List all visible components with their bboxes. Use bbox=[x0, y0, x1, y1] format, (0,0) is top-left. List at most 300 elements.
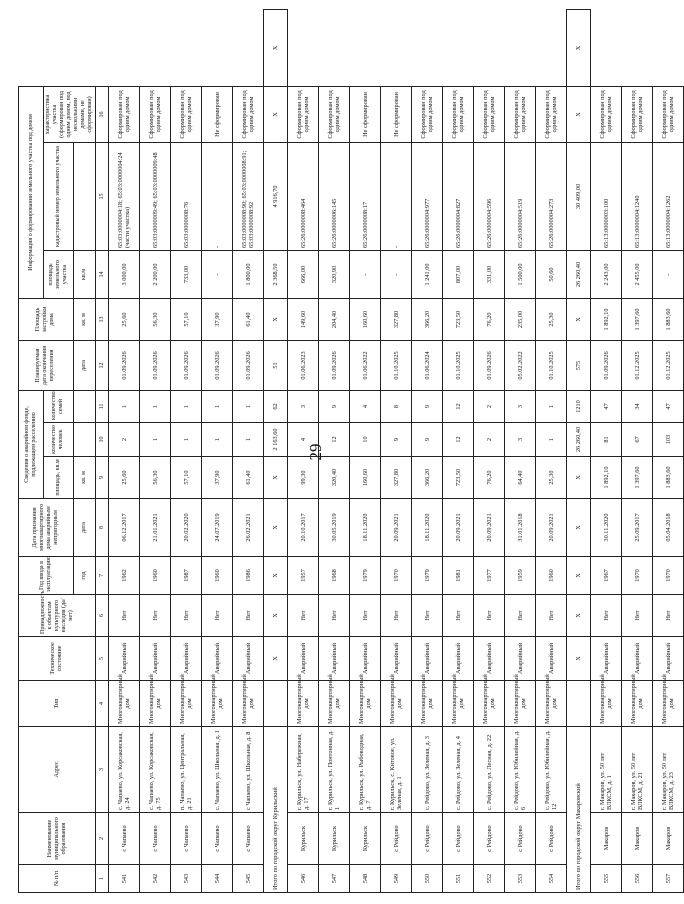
table-cell: Сформирован под одним домом bbox=[233, 86, 264, 142]
table-cell: Нет bbox=[288, 595, 319, 637]
table-cell: с Рейдово bbox=[381, 813, 412, 865]
column-number: 14 bbox=[96, 251, 109, 299]
table-cell: 20.09.2021 bbox=[474, 499, 505, 557]
table-cell: Аварийный bbox=[288, 637, 319, 681]
table-cell: 01.06.2023 bbox=[288, 341, 319, 391]
table-cell: 65:03:0000004:18; 65:03:0000004:24 (части участка) bbox=[109, 143, 140, 251]
table-cell: 1 bbox=[202, 423, 233, 457]
table-cell: Многоквартирный дом bbox=[288, 681, 319, 727]
table-cell: 37,90 bbox=[202, 457, 233, 499]
table-cell: Аварийный bbox=[505, 637, 536, 681]
table-cell: Нет bbox=[622, 595, 653, 637]
table-cell: 01.09.2026 bbox=[474, 341, 505, 391]
column-number: 4 bbox=[96, 681, 109, 727]
table-cell: 546 bbox=[288, 865, 319, 893]
header-num: № п/п bbox=[19, 865, 96, 893]
table-cell: 20.02.2020 bbox=[171, 499, 202, 557]
table-cell: 20.09.2021 bbox=[443, 499, 474, 557]
table-cell: Макаров bbox=[653, 813, 684, 865]
header-condition: Техническое состояние bbox=[19, 637, 96, 681]
table-cell: 366,20 bbox=[412, 299, 443, 341]
table-cell: 9 bbox=[381, 423, 412, 457]
table-cell: Сформирован под одним домом bbox=[412, 86, 443, 142]
table-cell: 1 883,60 bbox=[653, 299, 684, 341]
table-cell: 65:26:0000004:273 bbox=[536, 143, 567, 251]
table-cell: 1 883,60 bbox=[653, 457, 684, 499]
total-cell: 2 368,50 bbox=[264, 251, 288, 299]
table-cell: 30.11.2020 bbox=[591, 499, 622, 557]
table-cell: 552 bbox=[474, 865, 505, 893]
table-cell: 550 bbox=[412, 865, 443, 893]
table-cell: 01.10.2025 bbox=[536, 341, 567, 391]
table-cell: 01.10.2025 bbox=[443, 341, 474, 391]
table-cell: Макаров bbox=[622, 813, 653, 865]
table-cell: 01.09.2026 bbox=[140, 341, 171, 391]
table-cell: Многоквартирный дом bbox=[319, 681, 350, 727]
table-cell: 542 bbox=[140, 865, 171, 893]
table-cell: Аварийный bbox=[412, 637, 443, 681]
table-cell: 56,30 bbox=[140, 299, 171, 341]
table-cell: 556 bbox=[622, 865, 653, 893]
table-cell: 18.11.2020 bbox=[412, 499, 443, 557]
table-cell: Сформирован под одним домом bbox=[653, 86, 684, 142]
table-cell: 1 bbox=[233, 423, 264, 457]
table-cell: 1977 bbox=[474, 557, 505, 595]
total-cell: Х bbox=[567, 637, 591, 681]
table-cell: 65:26:0000004:827 bbox=[443, 143, 474, 251]
table-cell: 327,80 bbox=[381, 457, 412, 499]
table-cell: - bbox=[653, 251, 684, 299]
total-cell: Х bbox=[567, 86, 591, 142]
table-cell: 57,10 bbox=[171, 299, 202, 341]
table-cell: Многоквартирный дом bbox=[412, 681, 443, 727]
table-cell: 06.12.2017 bbox=[109, 499, 140, 557]
table-cell: 547 bbox=[319, 865, 350, 893]
table-row bbox=[381, 10, 412, 893]
table-cell: Сформирован под одним домом bbox=[288, 86, 319, 142]
total-label: Итого по городской округ Курильский bbox=[264, 727, 288, 893]
table-cell: - bbox=[202, 251, 233, 299]
table-cell: 1 bbox=[140, 423, 171, 457]
table-cell: 2 bbox=[109, 423, 140, 457]
table-cell: 01.12.2025 bbox=[622, 341, 653, 391]
table-cell: 25,60 bbox=[109, 457, 140, 499]
column-number: 2 bbox=[96, 813, 109, 865]
table-cell: 01.09.2026 bbox=[109, 341, 140, 391]
table-cell: 65:03:0000008:76 bbox=[171, 143, 202, 251]
table-cell: 10 bbox=[350, 423, 381, 457]
total-cell: Х bbox=[264, 595, 288, 637]
table-cell: Сформирован под одним домом bbox=[443, 86, 474, 142]
total-row bbox=[264, 10, 288, 893]
table-cell: г. Курильск, ул. Набережная, д. 17 bbox=[288, 727, 319, 813]
table-cell: Сформирован под одним домом bbox=[319, 86, 350, 142]
table-cell: 235,00 bbox=[505, 299, 536, 341]
table-cell: 1 800,00 bbox=[233, 251, 264, 299]
header-year: Год ввода в эксплуатацию bbox=[19, 557, 74, 595]
table-cell: 553 bbox=[505, 865, 536, 893]
table-cell: с Рейдово bbox=[505, 813, 536, 865]
table-cell: 65:03:0000009:49; 65:03:0000009:48 bbox=[140, 143, 171, 251]
table-cell: 543 bbox=[171, 865, 202, 893]
table-cell: Многоквартирный дом bbox=[233, 681, 264, 727]
table-cell: 160,60 bbox=[350, 299, 381, 341]
table-cell: Нет bbox=[171, 595, 202, 637]
table-cell: Нет bbox=[412, 595, 443, 637]
column-number: 6 bbox=[96, 595, 109, 637]
table-cell: 1981 bbox=[443, 557, 474, 595]
table-cell: 01.06.2024 bbox=[412, 341, 443, 391]
table-cell: 31.01.2018 bbox=[505, 499, 536, 557]
table-cell: 3 bbox=[288, 391, 319, 423]
column-number: 5 bbox=[96, 637, 109, 681]
table-row bbox=[653, 10, 684, 893]
table-cell: Многоквартирный дом bbox=[653, 681, 684, 727]
table-cell: Не сформирован bbox=[381, 86, 412, 142]
table-cell: 65:26:0000004:977 bbox=[412, 143, 443, 251]
table-cell: 1979 bbox=[350, 557, 381, 595]
table-cell: Многоквартирный дом bbox=[505, 681, 536, 727]
table-cell: 1960 bbox=[536, 557, 567, 595]
table-cell: 01.09.2026 bbox=[171, 341, 202, 391]
total-cell: Х bbox=[567, 10, 591, 87]
header-heritage: Принадлежность к объектам культурного наследия (да/нет) bbox=[19, 595, 96, 637]
table-cell: 12 bbox=[319, 423, 350, 457]
table-cell: 65:26:0000004:596 bbox=[474, 143, 505, 251]
table-cell: 1 241,00 bbox=[412, 251, 443, 299]
unit-area: кв. м bbox=[73, 457, 95, 499]
table-cell: Многоквартирный дом bbox=[591, 681, 622, 727]
total-cell: 1210 bbox=[567, 391, 591, 423]
table-cell: Сформирован под одним домом bbox=[622, 86, 653, 142]
table-cell: 1 bbox=[536, 423, 567, 457]
table-cell: 56,30 bbox=[140, 457, 171, 499]
table-cell: 557 bbox=[653, 865, 684, 893]
table-cell: Многоквартирный дом bbox=[202, 681, 233, 727]
table-cell: 807,00 bbox=[443, 251, 474, 299]
table-cell: 4 bbox=[288, 423, 319, 457]
table-cell: с Рейдово bbox=[412, 813, 443, 865]
table-cell: 2 bbox=[474, 391, 505, 423]
rotated-page bbox=[18, 9, 675, 893]
table-cell: 25,30 bbox=[536, 299, 567, 341]
table-cell: 65:13:0000004:1262 bbox=[653, 143, 684, 251]
table-cell: 554 bbox=[536, 865, 567, 893]
table-cell: Нет bbox=[505, 595, 536, 637]
unit-people bbox=[73, 423, 95, 457]
table-cell: 65:26:0000004:519 bbox=[505, 143, 536, 251]
table-cell: Не сформирован bbox=[350, 86, 381, 142]
table-cell: Аварийный bbox=[202, 637, 233, 681]
column-number: 10 bbox=[96, 423, 109, 457]
total-cell bbox=[264, 681, 288, 727]
table-cell: Нет bbox=[653, 595, 684, 637]
table-cell: 9 bbox=[412, 391, 443, 423]
table-cell: Многоквартирный дом bbox=[140, 681, 171, 727]
total-cell: Х bbox=[264, 557, 288, 595]
table-cell: Нет bbox=[319, 595, 350, 637]
table-cell: 05.04.2018 bbox=[653, 499, 684, 557]
table-cell: 2 455,00 bbox=[622, 251, 653, 299]
table-body bbox=[96, 10, 684, 893]
header-plot-characteristic: характеристика участка (сформирован под одним домом, под несколькими домами, не сформирован) bbox=[44, 86, 96, 142]
table-row bbox=[140, 10, 171, 893]
table-cell: 551 bbox=[443, 865, 474, 893]
table-cell: 37,90 bbox=[202, 299, 233, 341]
total-cell: Х bbox=[567, 499, 591, 557]
table-cell: 64,40 bbox=[505, 457, 536, 499]
table-cell: Аварийный bbox=[653, 637, 684, 681]
total-label: Итого по городской округ Макаровский bbox=[567, 727, 591, 893]
table-cell: Многоквартирный дом bbox=[381, 681, 412, 727]
table-cell: 65:26:0000008:464 bbox=[288, 143, 319, 251]
table-cell: г. Макаров, ул. 50 лет ВЛКСМ, д. 1 bbox=[591, 727, 622, 813]
table-cell: 545 bbox=[233, 865, 264, 893]
table-cell: Аварийный bbox=[381, 637, 412, 681]
table-cell: г. Макаров, ул. 50 лет ВЛКСМ, д. 23 bbox=[653, 727, 684, 813]
table-cell: Многоквартирный дом bbox=[474, 681, 505, 727]
table-row bbox=[288, 10, 319, 893]
column-number: 3 bbox=[96, 727, 109, 813]
table-cell: 1 bbox=[140, 391, 171, 423]
table-cell: 57,10 bbox=[171, 457, 202, 499]
unit-date: дата bbox=[73, 499, 95, 557]
table-cell: Аварийный bbox=[233, 637, 264, 681]
table-cell: Многоквартирный дом bbox=[443, 681, 474, 727]
table-row bbox=[443, 10, 474, 893]
table-cell: 61,40 bbox=[233, 457, 264, 499]
total-cell: Х bbox=[567, 457, 591, 499]
unit-cadastral bbox=[73, 143, 95, 251]
table-cell: Аварийный bbox=[443, 637, 474, 681]
table-cell: Нет bbox=[443, 595, 474, 637]
table-cell: 204,40 bbox=[319, 299, 350, 341]
table-cell: с Рейдово bbox=[536, 813, 567, 865]
table-cell: 2 200,00 bbox=[140, 251, 171, 299]
table-cell: с Чапаево bbox=[140, 813, 171, 865]
table-cell: 1 bbox=[233, 391, 264, 423]
table-cell: 20.09.2021 bbox=[536, 499, 567, 557]
column-number: 1 bbox=[96, 865, 109, 893]
table-cell: с. Рейдово, ул. Юбилейная, д. 6 bbox=[505, 727, 536, 813]
unit-planned-date: дата bbox=[73, 341, 95, 391]
housing-table bbox=[18, 9, 684, 893]
header-group-land-plot: Информация о формировании земельного участка под домом bbox=[19, 86, 44, 298]
total-cell: Х bbox=[264, 499, 288, 557]
table-cell: Аварийный bbox=[171, 637, 202, 681]
table-cell: 01.09.2026 bbox=[319, 341, 350, 391]
table-row bbox=[171, 10, 202, 893]
table-cell: Сформирован под одним домом bbox=[171, 86, 202, 142]
table-cell: 1967 bbox=[591, 557, 622, 595]
table-cell: Сформирован под одним домом bbox=[474, 86, 505, 142]
table-cell: 9 bbox=[319, 391, 350, 423]
table-cell: Нет bbox=[474, 595, 505, 637]
table-cell: с. Чапаево, ул. Корсаковская, д. 75 bbox=[140, 727, 171, 813]
total-cell: Х bbox=[567, 299, 591, 341]
header-type: Тип bbox=[19, 681, 96, 727]
table-cell: 47 bbox=[591, 391, 622, 423]
table-row bbox=[350, 10, 381, 893]
table-cell: 1979 bbox=[412, 557, 443, 595]
table-cell: 65:13:0000003:100 bbox=[591, 143, 622, 251]
table-cell: Многоквартирный дом bbox=[350, 681, 381, 727]
table-row bbox=[202, 10, 233, 893]
table-cell: с. Рейдово, ул. Лесная, д. 22 bbox=[474, 727, 505, 813]
table-cell: Аварийный bbox=[622, 637, 653, 681]
table-cell: 1986 bbox=[233, 557, 264, 595]
table-cell: - bbox=[381, 251, 412, 299]
table-cell: Аварийный bbox=[140, 637, 171, 681]
table-cell: Аварийный bbox=[536, 637, 567, 681]
table-cell: 1959 bbox=[505, 557, 536, 595]
table-cell: 2 243,00 bbox=[591, 251, 622, 299]
table-cell: 01.09.2026 bbox=[202, 341, 233, 391]
table-cell: г. Курильск, ул. Рыбоводная, д. 7 bbox=[350, 727, 381, 813]
column-number: 16 bbox=[96, 86, 109, 142]
table-cell: 67 bbox=[622, 423, 653, 457]
table-cell: 50,60 bbox=[536, 251, 567, 299]
table-cell: 1970 bbox=[653, 557, 684, 595]
header-area: площадь, кв.м bbox=[44, 457, 74, 499]
table-cell: с. Рейдово, ул. Зеленая, д. 4 bbox=[443, 727, 474, 813]
total-cell: Х bbox=[264, 457, 288, 499]
table-header bbox=[19, 10, 96, 893]
header-plot-area: площадь земельного участка bbox=[44, 251, 74, 299]
total-cell: Х bbox=[264, 86, 288, 142]
table-cell: 76,20 bbox=[474, 457, 505, 499]
total-cell: Х bbox=[567, 557, 591, 595]
table-cell: 149,60 bbox=[288, 299, 319, 341]
table-cell: 12 bbox=[443, 423, 474, 457]
table-cell: 1960 bbox=[202, 557, 233, 595]
table-cell: 160,60 bbox=[350, 457, 381, 499]
table-cell: Аварийный bbox=[319, 637, 350, 681]
table-row bbox=[474, 10, 505, 893]
table-cell: Сформирован под одним домом bbox=[140, 86, 171, 142]
table-cell: Не сформирован bbox=[202, 86, 233, 142]
table-cell: Сформирован под одним домом bbox=[536, 86, 567, 142]
table-row bbox=[536, 10, 567, 893]
table-cell: 1 bbox=[171, 391, 202, 423]
total-cell: 26 260,40 bbox=[567, 251, 591, 299]
table-cell: 20.10.2017 bbox=[288, 499, 319, 557]
table-cell: Аварийный bbox=[591, 637, 622, 681]
table-cell: п. Чапаево, ул. Центральная, д. 21 bbox=[171, 727, 202, 813]
table-cell: Аварийный bbox=[109, 637, 140, 681]
table-cell: 103 bbox=[653, 423, 684, 457]
table-cell: с Чапаево bbox=[202, 813, 233, 865]
table-cell: 25,30 bbox=[536, 457, 567, 499]
table-cell: с Рейдово bbox=[474, 813, 505, 865]
table-cell: 3 000,00 bbox=[109, 251, 140, 299]
table-cell: - bbox=[350, 251, 381, 299]
table-cell: 61,40 bbox=[233, 299, 264, 341]
total-cell: Х bbox=[567, 595, 591, 637]
table-cell: 30.05.2019 bbox=[319, 499, 350, 557]
table-cell: 2 bbox=[474, 423, 505, 457]
table-cell: 9 bbox=[412, 423, 443, 457]
table-cell: г. Курильск, ул. Понтонная, д. 1 bbox=[319, 727, 350, 813]
unit-building-area: кв. м bbox=[73, 299, 95, 341]
table-cell: 24.07.2019 bbox=[202, 499, 233, 557]
total-cell: Х bbox=[264, 299, 288, 341]
table-cell: 01.09.2026 bbox=[591, 341, 622, 391]
table-cell: 1960 bbox=[140, 557, 171, 595]
header-municipality: Наименование муниципального образования bbox=[19, 813, 96, 865]
table-cell: 76,20 bbox=[474, 299, 505, 341]
table-row bbox=[505, 10, 536, 893]
table-cell: Многоквартирный дом bbox=[536, 681, 567, 727]
table-cell: с. Чапаево, ул. Школьная, д. 1 bbox=[202, 727, 233, 813]
total-cell: 62 bbox=[264, 391, 288, 423]
table-cell: 1 397,60 bbox=[622, 299, 653, 341]
table-cell: 723,50 bbox=[443, 457, 474, 499]
unit-families bbox=[73, 391, 95, 423]
table-cell: 99,30 bbox=[288, 457, 319, 499]
header-cadastral: кадастровый номер земельного участка bbox=[44, 143, 74, 251]
table-cell: 548 bbox=[350, 865, 381, 893]
table-cell: 3 bbox=[505, 391, 536, 423]
table-cell: с Чапаево bbox=[171, 813, 202, 865]
table-cell: 34 bbox=[622, 391, 653, 423]
table-cell: 47 bbox=[653, 391, 684, 423]
table-cell: Нет bbox=[202, 595, 233, 637]
table-cell: 1987 bbox=[171, 557, 202, 595]
table-cell: Нет bbox=[591, 595, 622, 637]
table-cell: 544 bbox=[202, 865, 233, 893]
table-cell: Аварийный bbox=[474, 637, 505, 681]
table-cell: Аварийный bbox=[350, 637, 381, 681]
table-cell: - bbox=[381, 143, 412, 251]
total-cell: 26 260,40 bbox=[567, 423, 591, 457]
table-cell: 18.11.2020 bbox=[350, 499, 381, 557]
total-cell bbox=[567, 681, 591, 727]
header-planned-date: Планируемая дата окончания переселения bbox=[19, 341, 74, 391]
table-cell: Нет bbox=[536, 595, 567, 637]
table-cell: 21.01.2021 bbox=[140, 499, 171, 557]
table-cell: Многоквартирный дом bbox=[109, 681, 140, 727]
page-number: 29 bbox=[306, 443, 325, 461]
total-cell: 4 916,70 bbox=[264, 143, 288, 251]
header-people: количество человек bbox=[44, 423, 74, 457]
table-cell: Нет bbox=[109, 595, 140, 637]
table-cell: с Рейдово bbox=[443, 813, 474, 865]
table-row bbox=[622, 10, 653, 893]
table-cell: с. Рейдово, ул. Юбилейная, д. 12 bbox=[536, 727, 567, 813]
column-number: 12 bbox=[96, 341, 109, 391]
table-cell: 8 bbox=[381, 391, 412, 423]
table-cell: 555 bbox=[591, 865, 622, 893]
table-cell: г. Курильск, с. Китовое, ул. Зеленая, д. 1 bbox=[381, 727, 412, 813]
column-number: 9 bbox=[96, 457, 109, 499]
table-cell: Нет bbox=[233, 595, 264, 637]
header-group-emergency-fund: Сведения о аварийном фонде, подлежащем расселению bbox=[19, 391, 44, 499]
table-cell: 1970 bbox=[381, 557, 412, 595]
total-cell: Х bbox=[264, 10, 288, 87]
table-cell: Макаров bbox=[591, 813, 622, 865]
table-cell: 01.06.2022 bbox=[350, 341, 381, 391]
column-number: 11 bbox=[96, 391, 109, 423]
table-cell: 65:26:0000006:145 bbox=[319, 143, 350, 251]
table-cell: 320,90 bbox=[319, 251, 350, 299]
table-cell: 1962 bbox=[109, 557, 140, 595]
table-cell: 25.09.2017 bbox=[622, 499, 653, 557]
table-cell: 01.12.2025 bbox=[653, 341, 684, 391]
total-row bbox=[567, 10, 591, 893]
table-cell: 666,00 bbox=[288, 251, 319, 299]
table-cell: 331,00 bbox=[474, 251, 505, 299]
